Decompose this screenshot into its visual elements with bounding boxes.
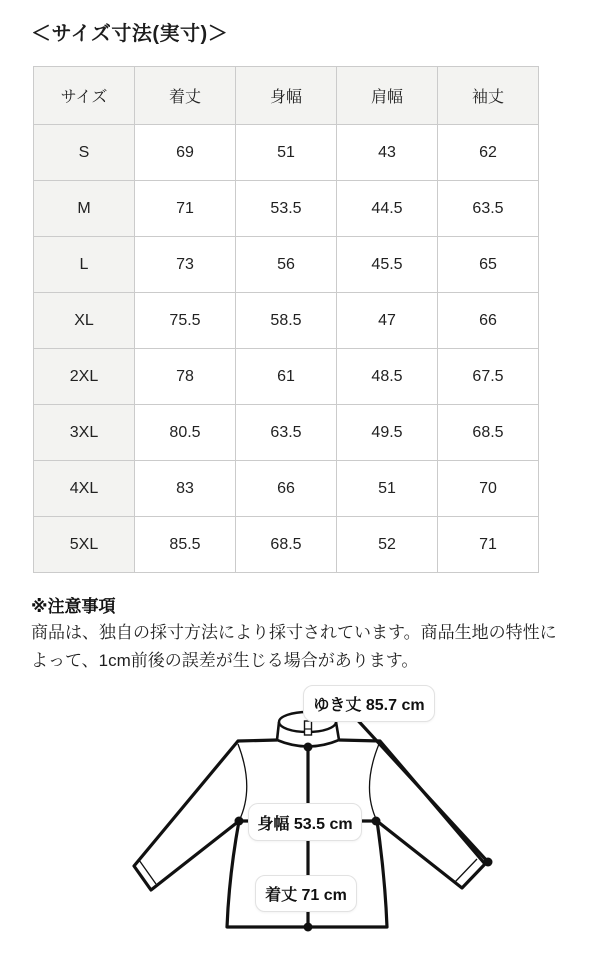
table-row (34, 517, 539, 573)
table-row (34, 237, 539, 293)
size-table-header-row (34, 67, 539, 125)
value-cell: 52 (337, 517, 438, 573)
value-cell: 71 (438, 517, 539, 573)
body-width-label: 身幅 53.5 cm (248, 803, 362, 841)
value-cell: 68.5 (438, 405, 539, 461)
value-cell: 73 (135, 237, 236, 293)
notes-section (31, 596, 571, 675)
notes-heading: ※注意事項 (31, 597, 116, 616)
value-cell: 47 (337, 293, 438, 349)
size-cell: 3XL (34, 405, 135, 461)
value-cell: 85.5 (135, 517, 236, 573)
size-cell: L (34, 237, 135, 293)
size-cell: 2XL (34, 349, 135, 405)
table-row (34, 181, 539, 237)
jacket-measurement-diagram (0, 670, 600, 955)
value-cell: 63.5 (438, 181, 539, 237)
value-cell: 44.5 (337, 181, 438, 237)
body-width-right-dot (372, 817, 381, 826)
col-header-body-length: 着丈 (135, 67, 236, 125)
value-cell: 45.5 (337, 237, 438, 293)
size-cell: 5XL (34, 517, 135, 573)
value-cell: 66 (438, 293, 539, 349)
body-width-left-dot (235, 817, 244, 826)
size-cell: XL (34, 293, 135, 349)
size-cell: S (34, 125, 135, 181)
col-header-sleeve-length: 袖丈 (438, 67, 539, 125)
table-row (34, 349, 539, 405)
value-cell: 63.5 (236, 405, 337, 461)
value-cell: 69 (135, 125, 236, 181)
value-cell: 56 (236, 237, 337, 293)
value-cell: 83 (135, 461, 236, 517)
table-row (34, 461, 539, 517)
page-title: ＜サイズ寸法(実寸)＞ (31, 23, 229, 45)
size-table (33, 66, 539, 573)
table-row (34, 125, 539, 181)
size-cell: 4XL (34, 461, 135, 517)
value-cell: 71 (135, 181, 236, 237)
value-cell: 68.5 (236, 517, 337, 573)
value-cell: 51 (337, 461, 438, 517)
value-cell: 70 (438, 461, 539, 517)
zipper-pull-icon (305, 721, 312, 735)
body-length-bottom-dot (304, 923, 313, 932)
value-cell: 75.5 (135, 293, 236, 349)
value-cell: 66 (236, 461, 337, 517)
value-cell: 61 (236, 349, 337, 405)
value-cell: 43 (337, 125, 438, 181)
col-header-body-width: 身幅 (236, 67, 337, 125)
value-cell: 78 (135, 349, 236, 405)
table-row (34, 405, 539, 461)
value-cell: 62 (438, 125, 539, 181)
body-length-label: 着丈 71 cm (255, 875, 357, 912)
value-cell: 51 (236, 125, 337, 181)
table-row (34, 293, 539, 349)
col-header-shoulder-width: 肩幅 (337, 67, 438, 125)
body-length-top-dot (304, 743, 313, 752)
value-cell: 58.5 (236, 293, 337, 349)
value-cell: 49.5 (337, 405, 438, 461)
value-cell: 80.5 (135, 405, 236, 461)
size-cell: M (34, 181, 135, 237)
notes-body: 商品は、独自の採寸方法により採寸されています。商品生地の特性によって、1cm前後の誤差が生じる場合があります。 (31, 623, 557, 670)
sleeve-total-length-end-dot (484, 858, 493, 867)
col-header-size: サイズ (34, 67, 135, 125)
value-cell: 65 (438, 237, 539, 293)
value-cell: 48.5 (337, 349, 438, 405)
value-cell: 53.5 (236, 181, 337, 237)
value-cell: 67.5 (438, 349, 539, 405)
sleeve-total-length-label: ゆき丈 85.7 cm (303, 685, 435, 722)
